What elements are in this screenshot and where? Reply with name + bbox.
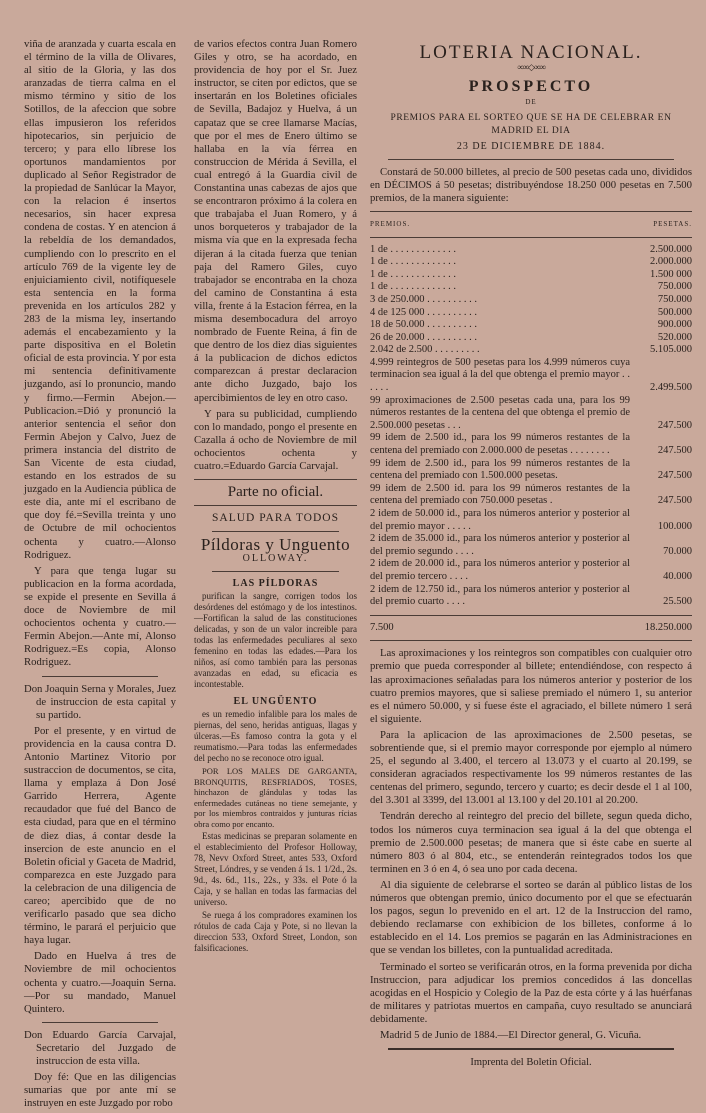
prize-amount: 750.000: [657, 281, 692, 293]
paragraph-signature: Dado en Huelva á tres de Noviembre de mil ochocientos ochenta y cuatro.—Joaquin Serna.—Por su mandado, Manuel Quintero.: [24, 950, 176, 1015]
table-row: [370, 533, 692, 558]
table-row: [370, 269, 692, 282]
ad-text-ruega: Se ruega á los compradores examinen los rótulos de cada Caja y Pote, si no llevan la direccion 533, Oxford Street, London, son falsificaciones.: [194, 910, 357, 954]
prize-description: 4.999 reintegros de 500 pesetas para los 4.999 números cuya terminacion sea igual á la del que obtenga el premio mayor . . . . . .: [370, 356, 630, 394]
section-title-parte-no-oficial: Parte no oficial.: [227, 484, 324, 501]
prize-amount: 40.000: [663, 570, 692, 582]
holloway-advertisement: [194, 578, 357, 954]
prize-description: 3 de 250.000 . . . . . . . . . .: [370, 293, 478, 305]
ad-text-males: POR LOS MALES DE GARGANTA, BRONQUITIS, RESFRIADOS, TOSES, hinchazon de glándulas y todas las enfermedades cutáneas no tiene semejante, y por los miembros contraidos y junturas rícias obra como por encanto.: [194, 766, 357, 829]
divider: [370, 237, 692, 238]
divider: [370, 615, 692, 616]
prize-amount: 2.500.000: [650, 243, 692, 255]
table-row: [370, 256, 692, 269]
paragraph-edict-continued: de varios efectos contra Juan Romero Giles y otro, se ha acordado, en providencia de hoy por el Sr. Juez instructor, se citen por edictos, que se insertarán en los Boletines oficiales de Sevilla, Badajoz y Huelva, á un capataz que se cree llamarse Macías, que por el mes de Enero último se hallaba en la vía férrea en construccion de Mérida á Sevilla, el cual entregó á la Guardia civil de Constantina unas cabezas de ajos que se encontraron próximo á la colera en que trabajaba el Juan Romero, y á unos borqueteros y trabajador de la misma vía que en la expresada fecha dijeran á la citada fuerza que tenian paja del Ramero Giles, cuyo trabajador se encontraba en la choza del camino de Constantina á esta villa, frente á la Estacion férrea, en la misma desembocadura del arroyo nombrado de Fuente Reina, á fin de que dentro de los diez dias siguientes á la publicacion de dichos edictos comparezcan á prestar declaracion ante dicho Juzgado, bajo los apercibimientos de ley en otro caso.: [194, 38, 357, 404]
column-2: [194, 38, 357, 956]
column-1: [24, 38, 176, 1113]
prize-description: 4 de 125 000 . . . . . . . . . .: [370, 306, 478, 318]
table-row: [370, 307, 692, 320]
table-row: [370, 344, 692, 357]
sorteo-date: 23 DE DICIEMBRE DE 1884.: [456, 140, 606, 152]
total-count: 7.500: [370, 621, 394, 633]
paragraph-sentence-continued: viña de aranzada y cuarta escala en el término de la villa de Olivares, al sitio de la Gloria, y las dos aranzadas de tierra calma en el mismo término y sitio de los Sotillos, de la afeccion que sobre ellas impusieron los referidos hipotecarios, sin perjuicio de tercero; y para ello líbrese los oportunos mandamientos por duplicado al Señor Registrador de la propiedad de Sanlúcar la Mayor, con la relacion é insertos necesarios, sin hacer expresa condena de costas. Y en atencion á la rebeldía de los demandados, cumpliendo con lo prescrito en el artículo 769 de la vigente ley de enjuiciamiento civil, notifíquesele esta sentencia en la forma prevenida en los artículos 282 y 283 de la misma ley, insertando además el encabezamiento y la parte dispositiva en el Boletin oficial de esta provincia. Y por esta mi sentencia definitivamente juzgando, así lo pronuncio, mando y firmo.—Fermin Abejon.—Publicacion.=Dió y pronunció la anterior sentencia el señor don Fermin Abejon y Calvo, Juez de primera instancia del distrito de San Vicente de esta ciudad, estando en los estrados de su juzgado en la Audiencia pública de este dia, ante mí el escribano de que doy fé.=Sevilla treinta y uno de Octubre de mil ochocientos ochenta y cuatro.—Alonso Rodriguez.: [24, 38, 176, 561]
divider: [212, 531, 339, 532]
ornament-divider: ∞∞◇∞∞: [517, 62, 545, 73]
ad-title-salud: SALUD PARA TODOS: [212, 512, 339, 525]
divider: [370, 211, 692, 212]
paragraph-firma: Madrid 5 de Junio de 1884.—El Director general, G. Vicuña.: [380, 1028, 642, 1041]
ad-title-holloway: OLLOWAY.: [242, 553, 309, 565]
prize-description: 26 de 20.000 . . . . . . . . . .: [370, 331, 478, 343]
prize-description: 99 aproximaciones de 2.500 pesetas cada una, para los 99 números restantes de la centena del que obtenga el premio de 2.500.000 pesetas . . .: [370, 394, 630, 431]
prize-amount: 500.000: [657, 306, 692, 318]
table-row: [370, 294, 692, 307]
column-3-loteria: [370, 42, 692, 1069]
prize-amount: 2.000.000: [650, 256, 692, 268]
prize-description: 2 idem de 35.000 id., para los números anterior y posterior al del premio segundo . . . .: [370, 533, 630, 557]
prize-amount: 5.105.000: [650, 344, 692, 356]
table-row: [370, 584, 692, 609]
prize-amount: 25.500: [663, 596, 692, 608]
paragraph-doy-fe: Doy fé: Que en las diligencias sumarias que por ante mí se instruyen en este Juzgado por robo: [24, 1071, 176, 1110]
prospecto-title: PROSPECTO: [468, 78, 594, 96]
table-row: [370, 332, 692, 345]
table-row: [370, 281, 692, 294]
header-premios: PREMIOS.: [370, 219, 411, 228]
prize-amount: 2.499.500: [650, 382, 692, 394]
divider: [388, 1048, 674, 1050]
prize-amount: 750.000: [657, 293, 692, 305]
divider: [194, 479, 357, 480]
prize-description: 2.042 de 2.500 . . . . . . . . .: [370, 344, 480, 356]
prize-amount: 1.500 000: [650, 268, 692, 280]
prize-description: 2 idem de 50.000 id., para los números anterior y posterior al del premio mayor . . . . .: [370, 508, 630, 532]
prize-description: 1 de . . . . . . . . . . . . .: [370, 281, 457, 293]
imprenta-footer: Imprenta del Boletin Oficial.: [470, 1057, 592, 1069]
paragraph-edict-publication: Y para su publicidad, cumpliendo con lo mandado, pongo el presente en Cazalla á ocho de Noviembre de mil ochocientos ochenta y cuatro.=Eduardo García Carvajal.: [194, 407, 357, 472]
table-row: [370, 558, 692, 583]
de-label: DE: [525, 98, 537, 107]
notice-heading-secretary: Don Eduardo García Carvajal, Secretario del Juzgado de instruccion de esta villa.: [24, 1028, 176, 1068]
table-row: [370, 319, 692, 332]
prize-description: 99 idem de 2.500 id. para los 99 números restantes de la centena del premiado con 750.000 pesetas .: [370, 482, 630, 507]
paragraph-listas: Al dia siguiente de celebrarse el sorteo se darán al público listas de los números que obtengan premio, único documento por el que se efectuarán los pagos, segun lo prevenido en el art. 12 de la Instruccion del ramo, debiendo reclamarse con exhibicion de los billetes, conforme á lo establecido en el 14. Los premios se pagarán en las Administraciones en que se vendan los billetes, con la puntualidad acreditada.: [370, 878, 692, 957]
prize-amount: 70.000: [663, 545, 692, 557]
prize-amount: 247.500: [657, 470, 692, 482]
prize-amount: 520.000: [657, 331, 692, 343]
paragraph-reintegro: Tendrán derecho al reintegro del precio del billete, segun queda dicho, todos los números cuya terminacion sea igual á la del que obtenga el premio de 2.500.000 pesetas; de manera que si éste cabe en suerte al número 803 ó al 804, etc., se entenderán reintegrados todos los que terminen en 3 ó en 4, ó sea uno por cada decena.: [370, 810, 692, 875]
sorteo-subtitle: PREMIOS PARA EL SORTEO QUE SE HA DE CELEBRAR EN MADRID EL DIA: [390, 113, 672, 137]
prize-amount: 100.000: [657, 520, 692, 532]
prize-table: [370, 218, 692, 231]
paragraph-aproximaciones: Las aproximaciones y los reintegros son compatibles con cualquier otro premio que pueda corresponder al billete; entendiéndose, con respecto á las aproximaciones señaladas para los números anterior y posterior de los cuatro premios mayores, que si saliese premiado el número 1, su anterior es el número 50.000, y si fuese éste el agraciado, el billete número 1 será el siguiente.: [370, 647, 692, 725]
ad-text-medicinas: Estas medicinas se preparan solamente en el establecimiento del Profesor Holloway, 78, Nevv Oxford Street, antes 533, Oxford Street, Lóndres, y se venden á 1s. 1 1/2d., 2s. 9d., 4s. 6d., 11s., 22s., y 33s. el Pote ó la Caja, y se hallan en todas las farmacias del universo.: [194, 831, 357, 908]
prize-amount: 247.500: [657, 445, 692, 457]
prize-amount: 247.500: [657, 495, 692, 507]
paragraph-terminado: Terminado el sorteo se verificarán otros, en la forma prevenida por dicha Instruccion, para adjudicar los premios concedidos á las doncellas acogidas en el Hospicio y Colegio de la Paz de esta córte y á las huérfanas de militares y patriotas muertos en campaña, cuyo resultado se anunciará debidamente.: [370, 960, 692, 1025]
divider: [388, 159, 674, 160]
prize-description: 1 de . . . . . . . . . . . . .: [370, 243, 457, 255]
prize-description: 1 de . . . . . . . . . . . . .: [370, 268, 457, 280]
paragraph-aplicacion: Para la aplicacion de las aproximaciones de 2.500 pesetas, se sobrentiende que, si el premio mayor corresponde por ejemplo al número 25, el segundo al 3.400, el tercero al 13.073 y el cuarto al 20.199, se consideran agraciados respectivamente los 99 números restantes de las centenas del primero, segundo, tercero y cuarto; es decir desde el 1 al 100, del 3.301 al 3399, del 13.001 al 13.100 y del 20.101 al 20.200.: [370, 728, 692, 807]
header-pesetas: PESETAS.: [653, 219, 692, 228]
table-row: [370, 244, 692, 257]
divider: [42, 676, 158, 677]
prize-description: 1 de . . . . . . . . . . . . .: [370, 256, 457, 268]
table-row: [370, 458, 692, 483]
table-row: [370, 483, 692, 508]
prize-description: 18 de 50.000 . . . . . . . . . .: [370, 319, 478, 331]
prize-amount: 900.000: [657, 319, 692, 331]
divider: [194, 505, 357, 506]
prize-description: 2 idem de 20.000 id., para los números anterior y posterior al del premio tercero . . . .: [370, 558, 630, 582]
paragraph-publication: Y para que tenga lugar su publicacion en la forma acordada, se expide el presente en Sevilla á doce de Noviembre de mil ochocientos ochenta y cuatro.—Fermin Abejon.—Ante mí, Alonso Rodriguez.=Es copia, Alonso Rodriguez.: [24, 564, 176, 669]
loteria-title: LOTERIA NACIONAL.: [419, 42, 643, 63]
notice-heading-judge: Don Joaquin Serna y Morales, Juez de instruccion de esta capital y su partido.: [24, 682, 176, 721]
ad-text-unguento: es un remedio infalible para los males de piernas, del seno, heridas antiguas, llagas y úlceras.—Es famoso contra la gota y el reumatismo.—Para todas las enfermedades del pecho no se reconoce otro igual.: [194, 709, 357, 764]
paragraph-intro: Constará de 50.000 billetes, al precio de 500 pesetas cada uno, divididos en DÉCIMOS á 50 pesetas; distribuyéndose 18.250 000 pesetas en 7.500 premios, de la manera siguiente:: [370, 165, 692, 204]
prize-total-row: [370, 622, 692, 635]
table-row: [370, 357, 692, 395]
divider: [370, 640, 692, 641]
prize-description: 99 idem de 2.500 id., para los 99 números restantes de la centena del premiado con 1.500.000 pesetas.: [370, 457, 630, 482]
prize-amount: 247.500: [657, 419, 692, 431]
ad-heading-pildoras: LAS PÍLDORAS: [232, 578, 319, 590]
prize-table-body: [370, 244, 692, 609]
ad-title-pildoras: Píldoras y Unguento: [200, 535, 351, 555]
prize-description: 2 idem de 12.750 id., para los números anterior y posterior al del premio cuarto . . . .: [370, 583, 630, 608]
table-header-row: [370, 218, 692, 231]
table-row: [370, 508, 692, 533]
table-row: [370, 432, 692, 457]
paragraph-summons: Por el presente, y en virtud de providencia en la causa contra D. Antonio Martinez Vitorio por sustraccion de documentos, se cita, llama y emplaza á Don José Garrido Herrera, Agente recaudador que fué del Banco de esta ciudad, para que en el término de diez dias, á contar desde la insercion de este anuncio en el Boletin oficial y Gaceta de Madrid, comparezca en este Juzgado para la celebracion de una diligencia de careo; apercibido que de no verificarlo pasado que sea dicho término, le parará el perjuicio que haya lugar.: [24, 724, 176, 947]
ad-text-pildoras: purifican la sangre, corrigen todos los desórdenes del estómago y de los intestinos.—Fortifican la salud de las constituciones delicadas, y son de un valor increible para todas las enfermedades peculiares al sexo femenino en todas las edades.—Para los niños, así como también para las personas avanzadas en edad, su eficacia es incontestable.: [194, 591, 357, 690]
divider: [212, 571, 339, 572]
total-amount: 18.250.000: [644, 621, 692, 633]
ad-heading-unguento: EL UNGÜENTO: [233, 696, 318, 708]
table-row: [370, 622, 692, 635]
table-row: [370, 395, 692, 433]
prize-description: 99 idem de 2.500 id., para los 99 números restantes de la centena del premiado con 2.000.000 de pesetas . . . . . . . .: [370, 432, 630, 457]
